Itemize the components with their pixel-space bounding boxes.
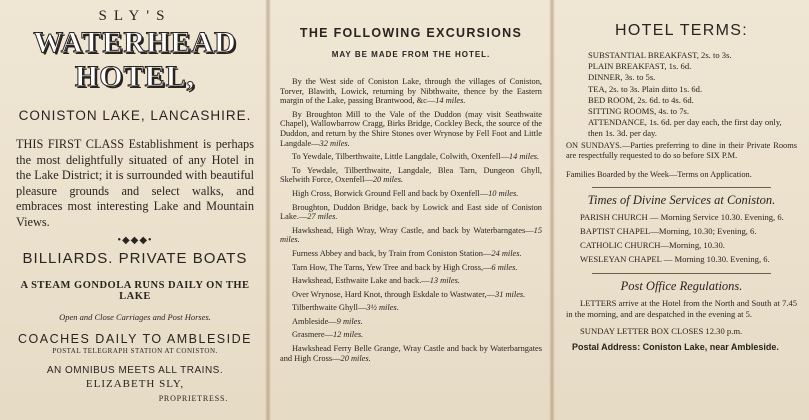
hotel-name: WATERHEAD HOTEL,	[33, 26, 237, 93]
middle-panel	[268, 0, 552, 420]
excursion-item	[280, 203, 542, 222]
excursions-subtitle: MAY BE MADE FROM THE HOTEL.	[331, 50, 491, 59]
excursion-distance: 14 miles.	[435, 96, 466, 106]
excursion-route: By the West side of Coniston Lake, through the villages of Coniston, Torver, Blawith, Lowick, returning by Nibthwaite, thence by the Eastern margin of the Lake, passing Brantwood, &c—	[280, 77, 542, 106]
term-item: PLAIN BREAKFAST, 1s. 6d.	[588, 61, 692, 72]
excursion-distance: 32 miles.	[319, 138, 350, 148]
excursion-item	[280, 152, 542, 162]
excursion-route: Hawkshead, Esthwaite Lake and back.—	[292, 276, 430, 286]
terms-list	[566, 50, 797, 140]
excursions-title: THE FOLLOWING EXCURSIONS	[299, 26, 523, 40]
excursion-distance: 6 miles.	[491, 262, 518, 272]
excursion-route: To Yewdale, Tilberthwaite, Langdale, Blea Tarn, Dungeon Ghyll, Skelwith Force, Oxenfell—	[280, 165, 542, 185]
term-item: TEA, 2s. to 3s. Plain ditto 1s. 6d.	[588, 83, 703, 94]
letter-box-notice: SUNDAY LETTER BOX CLOSES 12.30 p.m.	[580, 326, 743, 337]
excursion-distance: 12 miles.	[332, 330, 364, 340]
divine-services-title: Times of Divine Services at Coniston.	[587, 193, 776, 208]
excursion-route: By Broughton Mill to the Vale of the Duddon (may visit Seathwaite Chapel), Wallowbarrow Cragg, Birks Bridge, Cockley Beck, the source of the Duddon, and return by the Shire Stones over Wrynose by Fell Foot and Little Langdale—	[280, 109, 542, 148]
service-item: WESLEYAN CHAPEL — Morning 10.30. Evening, 6.	[580, 254, 770, 265]
proprietor-title: PROPRIETRESS.	[158, 394, 228, 403]
intro-paragraph: THIS FIRST CLASS Establishment is perhaps the most delightfully situated of any Hotel in the Lake District; it is surrounded with beautiful pleasure grounds and select walks, and embraces most interesting Lake and Mountain Views.	[16, 137, 254, 229]
excursions-list	[280, 77, 542, 363]
excursion-distance: 10 miles.	[488, 188, 519, 198]
excursion-distance: 31 miles.	[495, 289, 526, 299]
excursion-distance: 3½ miles.	[366, 303, 399, 313]
excursion-route: To Yewdale, Tilberthwaite, Little Langdale, Colwith, Oxenfell—	[292, 152, 509, 162]
excursion-distance: 9 miles.	[336, 316, 363, 326]
excursion-item	[280, 290, 542, 300]
service-item: CATHOLIC CHURCH—Morning, 10.30.	[580, 240, 725, 251]
excursion-route: Broughton, Duddon Bridge, back by Lowick and East side of Coniston Lake.—	[280, 202, 542, 222]
divider	[592, 273, 771, 274]
location-heading: CONISTON LAKE, LANCASHIRE.	[18, 108, 252, 123]
excursion-item	[280, 303, 542, 313]
excursion-route: Over Wrynose, Hard Knot, through Eskdale to Wastwater,—	[292, 289, 496, 299]
excursion-item	[280, 77, 542, 106]
postal-address: Postal Address: Coniston Lake, near Ambleside.	[572, 342, 779, 353]
proprietor-name: ELIZABETH SLY,	[85, 378, 185, 390]
ornament-divider: •◆◆◆•	[117, 235, 153, 246]
term-item: SUBSTANTIAL BREAKFAST, 2s. to 3s.	[588, 50, 732, 60]
hotel-terms-title: HOTEL TERMS:	[615, 22, 748, 39]
excursion-route: High Cross, Borwick Ground Fell and back by Oxenfell—	[292, 188, 489, 198]
excursion-distance: 27 miles.	[307, 212, 338, 222]
excursion-route: Hawkshead, High Wray, Wray Castle, and back by Waterbarngates—	[292, 225, 534, 235]
term-item: DINNER, 3s. to 5s.	[588, 72, 656, 83]
excursion-item	[280, 344, 542, 363]
post-office-title: Post Office Regulations.	[620, 279, 743, 294]
excursion-distance: 13 miles.	[429, 276, 460, 286]
excursion-item	[280, 166, 542, 185]
excursion-item	[280, 249, 542, 259]
excursion-distance: 14 miles.	[508, 152, 540, 162]
slys-heading: SLY'S	[98, 8, 172, 24]
divider	[592, 187, 771, 188]
excursion-route: Grasmere—	[292, 330, 333, 340]
excursion-distance: 15 miles.	[280, 225, 542, 245]
letters-notice: LETTERS arrive at the Hotel from the North and South at 7.45 in the morning, and are despatched in the evening at 5.	[566, 298, 797, 320]
excursion-route: Tarn How, The Tarns, Yew Tree and back by High Cross,—	[292, 262, 492, 272]
omnibus-line: AN OMNIBUS MEETS ALL TRAINS.	[46, 365, 224, 376]
term-item: ATTENDANCE, 1s. 6d. per day each, the first day only, then 1s. 3d. per day.	[588, 117, 782, 139]
right-panel	[552, 0, 809, 420]
services-list	[566, 212, 797, 265]
excursion-item	[280, 276, 542, 286]
fold-crease	[265, 0, 271, 420]
sundays-notice: ON SUNDAYS.—Parties preferring to dine in their Private Rooms are respectfully requested to do so before SIX P.M.	[566, 140, 797, 161]
excursion-route: Ambleside—	[292, 316, 337, 326]
billiards-heading: BILLIARDS. PRIVATE BOATS	[22, 250, 248, 267]
excursion-route: Furness Abbey and back, by Train from Coniston Station—	[292, 248, 492, 258]
fold-crease	[549, 0, 555, 420]
excursion-distance: 24 miles.	[491, 248, 522, 258]
excursion-item	[280, 263, 542, 273]
excursion-item	[280, 226, 542, 245]
service-item: BAPTIST CHAPEL—Morning, 10.30; Evening, 6.	[580, 226, 757, 237]
left-panel	[0, 0, 268, 420]
excursion-item	[280, 317, 542, 327]
carriages-line: Open and Close Carriages and Post Horses.	[59, 312, 211, 322]
service-item: PARISH CHURCH — Morning Service 10.30. Evening, 6.	[580, 212, 784, 223]
excursion-item	[280, 330, 542, 340]
families-notice: Families Boarded by the Week—Terms on Application.	[566, 170, 752, 180]
excursion-distance: 20 miles.	[372, 175, 404, 185]
term-item: SITTING ROOMS, 4s. to 7s.	[588, 106, 689, 117]
excursion-item	[280, 189, 542, 199]
telegraph-line: POSTAL TELEGRAPH STATION AT CONISTON.	[52, 347, 218, 355]
excursion-route: Hawkshead Ferry Belle Grange, Wray Castle and back by Waterbarngates and High Cross—	[280, 344, 542, 363]
excursion-route: Tilberthwaite Ghyll—	[292, 303, 367, 313]
excursion-distance: 20 miles.	[340, 353, 371, 363]
gondola-line: A STEAM GONDOLA RUNS DAILY ON THE LAKE	[20, 280, 250, 302]
excursion-item	[280, 110, 542, 148]
term-item: BED ROOM, 2s. 6d. to 4s. 6d.	[588, 94, 694, 105]
coaches-heading: COACHES DAILY TO AMBLESIDE	[18, 332, 252, 346]
